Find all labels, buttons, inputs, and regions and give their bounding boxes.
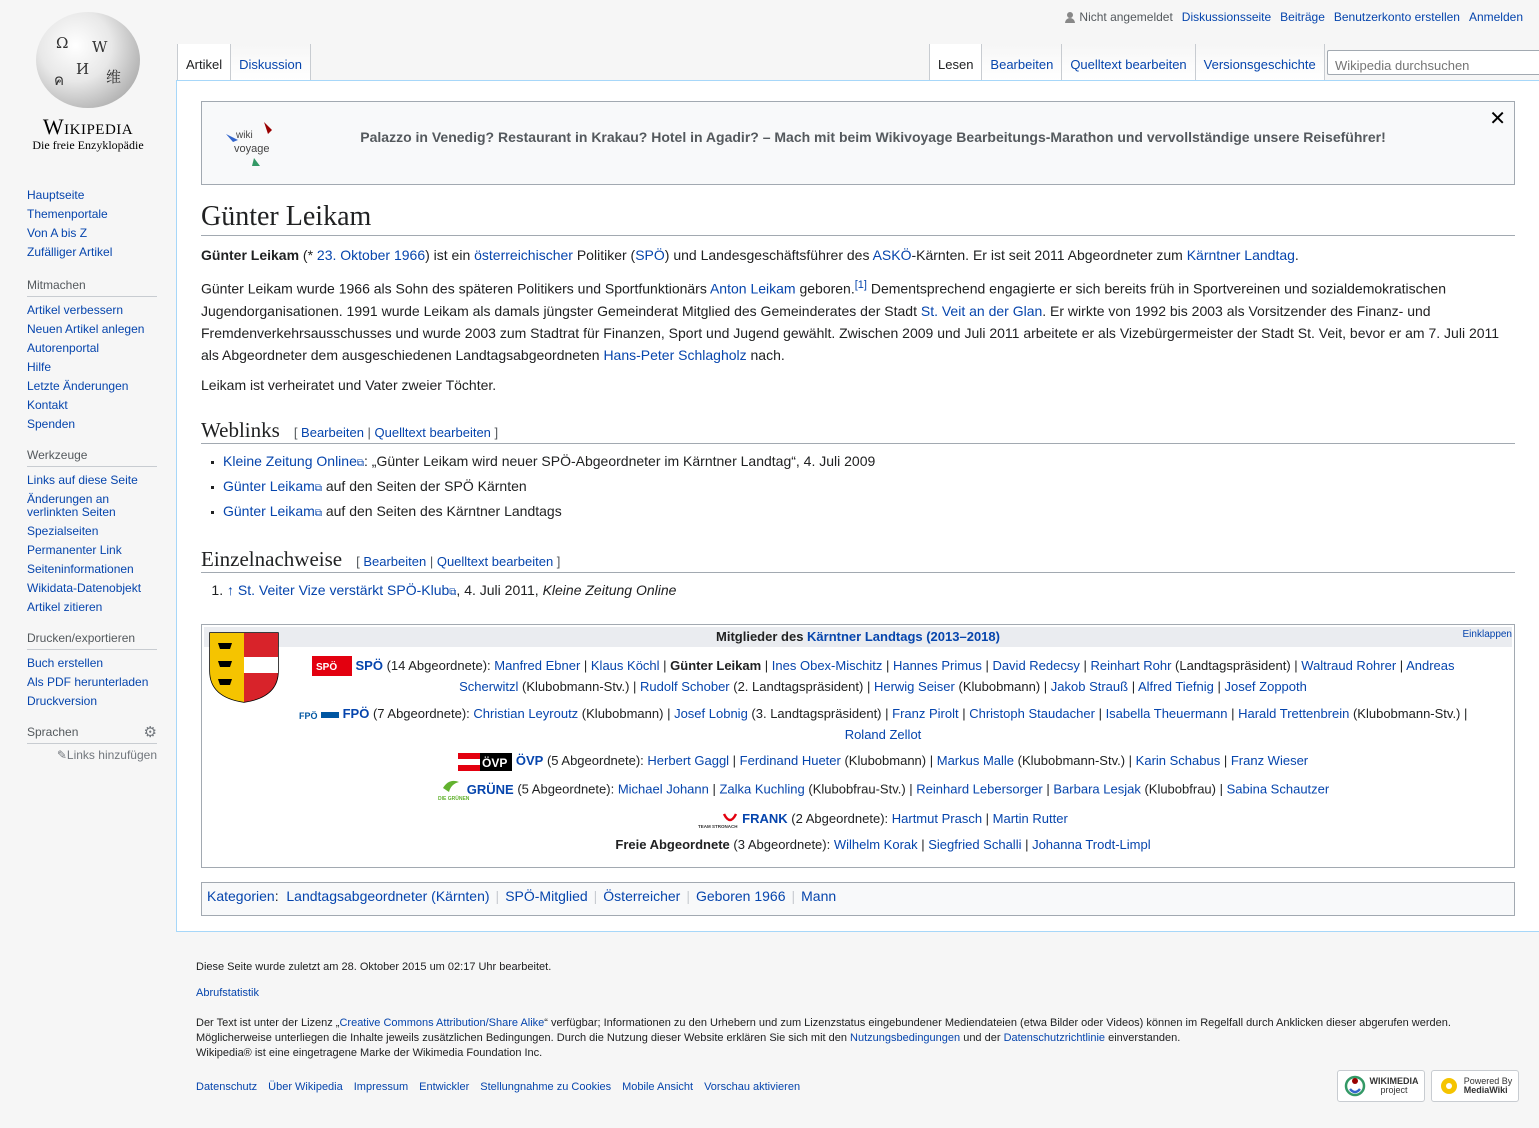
independent-label: Freie Abgeordnete (615, 836, 730, 852)
external-link-label: Günter Leikam (223, 477, 315, 494)
sidebar-heading-drucken: Drucken/exportieren (27, 631, 157, 650)
edit-separator: | (363, 424, 375, 440)
license-text (196, 1016, 1516, 1031)
external-link-icon: ⧉ (314, 482, 322, 494)
reference-item (227, 579, 1515, 604)
terms-link[interactable]: Nutzungsbedingungen (850, 1032, 961, 1044)
add-links-button[interactable] (27, 748, 157, 762)
member-role: (Klubobmann) (954, 679, 1041, 695)
member-role: (Klubobmann) (840, 753, 927, 769)
category-separator: | (686, 887, 690, 904)
user-icon (1065, 12, 1075, 23)
references-list (227, 579, 1515, 604)
sidebar-languages (27, 725, 157, 762)
p1-text-4: ) und Landesgeschäftsführer des (664, 247, 873, 263)
wikimedia-badge-subtext: project (1380, 1085, 1408, 1095)
list-item (201, 450, 1515, 475)
trademark-text: Wikipedia® ist eine eingetragene Marke der Wikimedia Foundation Inc. (196, 1047, 543, 1059)
ovp-logo-icon (458, 753, 512, 771)
sidebar-item-contact[interactable]: Kontakt (27, 398, 68, 412)
member-link[interactable]: Christian Leyroutz (473, 706, 579, 722)
sidebar-item-permalink[interactable]: Permanenter Link (27, 543, 122, 557)
category-separator: | (791, 887, 796, 904)
sidebar-item-help[interactable]: Hilfe (27, 360, 52, 374)
grune-count: (5 Abgeordnete): (513, 781, 618, 797)
sidebar-item-page-info[interactable]: Seiteninformationen (27, 562, 134, 576)
references-heading (201, 547, 1515, 573)
sidebar-item-recent-changes[interactable]: Letzte Änderungen (27, 379, 129, 393)
sidebar-werkzeuge (27, 471, 157, 617)
license-text-1: Der Text ist unter der Lizenz „ (196, 1017, 340, 1029)
edit-separator: | (426, 553, 437, 569)
team-stronach-logo-text: TEAM STRONACH (698, 823, 738, 829)
weblink-text: auf den Seiten des Kärntner Landtags (321, 502, 562, 519)
paragraph-2 (201, 274, 1515, 366)
member-link[interactable]: Wilhelm Korak (833, 836, 918, 852)
member-link[interactable]: Siegfried Schalli (928, 836, 1022, 852)
mediawiki-badge-text: Powered By (1463, 1076, 1513, 1086)
wikivoyage-logo-text-2: voyage (234, 143, 270, 155)
navbox-title-prefix: Mitglieder des (716, 628, 808, 644)
p1-text-2: ) ist ein (425, 247, 475, 263)
edit-section-button[interactable]: Bearbeiten (363, 553, 427, 569)
footer-link-developers[interactable]: Entwickler (419, 1081, 470, 1093)
login-link[interactable]: Anmelden (1468, 10, 1523, 24)
sidebar-item-related-changes[interactable]: Änderungen an verlinkten Seiten (27, 492, 116, 519)
tab-versionsgeschichte[interactable] (1196, 44, 1325, 80)
tab-diskussion[interactable] (231, 44, 311, 80)
sidebar-heading-mitmachen: Mitmachen (27, 278, 157, 297)
footer-link-about[interactable]: Über Wikipedia (268, 1081, 343, 1093)
member-link[interactable]: Zalka Kuchling (719, 781, 805, 797)
edit-source-section-button[interactable]: Quelltext bearbeiten (436, 553, 554, 569)
sidebar-mitmachen (27, 301, 157, 434)
categories-label-link[interactable]: Kategorien (207, 887, 275, 904)
p2-text-5: nach. (746, 346, 785, 363)
member-link[interactable]: David Redecsy (992, 657, 1080, 673)
list-item (201, 475, 1515, 500)
talk-link[interactable]: Diskussionsseite (1181, 10, 1272, 24)
member-link[interactable]: Hartmut Prasch (891, 811, 983, 827)
footer (196, 960, 1516, 1093)
anton-leikam-link[interactable]: Anton Leikam (709, 280, 796, 297)
wikimedia-project-badge[interactable] (1337, 1070, 1425, 1102)
external-link-icon: ⧉ (314, 507, 322, 519)
member-role: (Landtagspräsident) (1171, 657, 1291, 673)
member-link[interactable]: Waltraud Rohrer (1301, 657, 1397, 673)
reference-link[interactable] (238, 582, 457, 598)
add-links-label: Links hinzufügen (66, 748, 157, 762)
pencil-icon: ✎ (56, 748, 67, 762)
ovp-count: (5 Abgeordnete): (543, 753, 648, 769)
fpo-count: (7 Abgeordnete): (369, 706, 474, 722)
fpo-logo-text: FPÖ (298, 710, 318, 721)
member-link[interactable]: Reinhart Rohr (1090, 657, 1172, 673)
sidebar-heading-werkzeuge: Werkzeuge (27, 448, 157, 467)
paragraph-3: Leikam ist verheiratet und Vater zweier Töchter. (201, 376, 497, 393)
category-link[interactable]: SPÖ-Mitglied (505, 887, 588, 904)
grune-logo-text: DIE GRÜNEN (437, 796, 470, 803)
party-link-frank[interactable]: FRANK (742, 811, 788, 827)
license-text-2: “ verfügbar; Informationen zu den Urhebern und zum Lizenzstatus eingebundener Mediendateien (etwa Bilder oder Videos) können im Regelfall durch Anklicken dieser abgerufen werden. (544, 1017, 1451, 1029)
p1-text-5: -Kärnten. Er ist seit 2011 Abgeordneter zum (911, 247, 1187, 263)
sidebar-drucken (27, 654, 157, 711)
member-role: (Klubobfrau) (1140, 781, 1216, 797)
wikipedia-logo[interactable] (18, 12, 158, 153)
spo-logo-text: SPÖ (315, 662, 337, 674)
tab-bearbeiten[interactable] (982, 44, 1062, 80)
reference-text: , 4. Juli 2011, (456, 581, 543, 598)
category-link[interactable]: Geboren 1966 (695, 887, 786, 904)
not-logged-in (1065, 10, 1172, 24)
edit-bracket-close: ] (490, 424, 499, 440)
p2-text-1: Günter Leikam wurde 1966 als Sohn des späteren Politikers und Sportfunktionärs (201, 280, 710, 297)
gear-icon[interactable]: ⚙ (143, 724, 157, 741)
footer-link-cookies[interactable]: Stellungnahme zu Cookies (480, 1081, 612, 1093)
ovp-logo-text: ÖVP (481, 755, 508, 770)
wikimedia-icon (1344, 1075, 1366, 1097)
navbox-row-ovp: ÖVP ÖVP (5 Abgeordnete): Herbert Gaggl | Ferdinand Hueter (Klubobmann) | Markus Malle (Klubobmann-Stv.) | Karin Schabus | Franz Wieser (294, 750, 1472, 771)
edit-source-section-button[interactable]: Quelltext bearbeiten (374, 424, 491, 440)
member-link[interactable]: Ines Obex-Mischitz (771, 657, 883, 673)
member-link[interactable]: Isabella Theuermann (1105, 706, 1228, 722)
member-role: (3. Landtagspräsident) (747, 706, 882, 722)
subject-name: Günter Leikam (201, 247, 300, 263)
footer-places (196, 1081, 1516, 1093)
member-link[interactable]: Franz Pirolt (892, 706, 959, 722)
schlagholz-link[interactable]: Hans-Peter Schlagholz (603, 346, 747, 363)
navbox-row-grune: DIE GRÜNEN GRÜNE (5 Abgeordnete): Michael Johann | Zalka Kuchling (Klubobfrau-Stv.) | Reinhard Lebersorger | Barbara Lesjak (Klubobfrau) | Sabina Schautzer (294, 778, 1472, 802)
search-input[interactable] (1327, 50, 1539, 75)
namespace-tabs (177, 44, 311, 80)
spo-count: (14 Abgeordnete): (382, 657, 495, 673)
wikivoyage-logo-icon[interactable] (224, 120, 280, 168)
globe-icon: Ω W И 维 ค (36, 12, 140, 108)
member-link[interactable]: Franz Wieser (1230, 753, 1309, 769)
tagline: Die freie Enzyklopädie (32, 138, 144, 152)
weblinks-title: Weblinks (201, 417, 280, 442)
party-link-fpo[interactable]: FPÖ (342, 706, 370, 722)
sidebar-item-new-article[interactable]: Neuen Artikel anlegen (27, 322, 145, 336)
close-icon[interactable]: ✕ (1489, 108, 1506, 130)
p2-text-3: Dementsprechend engagierte er sich bereits früh in Sportvereinen und sozialdemokratischen Jugendorganisationen. 1991 wurde Leikam als damals jüngster Gemeinderat Mitglied des Gemeinderates der Stadt (201, 280, 1446, 319)
member-link[interactable]: Barbara Lesjak (1053, 781, 1141, 797)
weblinks-list (201, 450, 1515, 525)
powered-by-mediawiki-badge[interactable] (1431, 1070, 1519, 1102)
member-link[interactable]: Reinhard Lebersorger (916, 781, 1043, 797)
collapse-button[interactable]: Einklappen (1462, 628, 1512, 640)
tab-versionsgeschichte-label: Versionsgeschichte (1203, 57, 1316, 72)
navbox-title (204, 627, 1512, 647)
tab-artikel[interactable] (177, 44, 231, 80)
sidebar-item-book[interactable]: Buch erstellen (27, 656, 104, 670)
list-item (201, 500, 1515, 525)
license-text-4: und der (960, 1032, 1004, 1044)
p1-text-1: (* (299, 247, 317, 263)
navbox-row-spo: SPÖ SPÖ (14 Abgeordnete): Manfred Ebner | Klaus Köchl | Günter Leikam | Ines Obex-Mischitz | Hannes Primus | David Redecsy | Reinhart Rohr (Landtagspräsident) | Waltraud Rohrer | Andreas Scherwitzl (Klubobmann-Stv.) | Rudolf Schober (2. Landtagspräsident) | Herwig Seiser (Klubobmann) | Jakob Strauß | Alfred Tiefnig | Josef Zoppoth (294, 655, 1472, 698)
sidebar-item-random[interactable]: Zufälliger Artikel (27, 245, 113, 259)
member-link[interactable]: Martin Rutter (992, 811, 1068, 827)
sidebar-item-what-links-here[interactable]: Links auf diese Seite (27, 473, 138, 487)
sidebar-item-pdf[interactable]: Als PDF herunterladen (27, 675, 149, 689)
fpo-logo-icon (299, 709, 339, 721)
member-link[interactable]: Roland Zellot (844, 727, 922, 743)
member-role: (Klubobmann-Stv.) (1014, 753, 1126, 769)
party-link-spo[interactable]: SPÖ (355, 657, 383, 673)
edit-bracket-open: [ (293, 424, 302, 440)
p1-text-3: Politiker ( (572, 247, 636, 263)
sidebar-item-special-pages[interactable]: Spezialseiten (27, 524, 99, 538)
navbox-row-fpo: FPÖ FPÖ (7 Abgeordnete): Christian Leyroutz (Klubobmann) | Josef Lobnig (3. Landtagspräsident) | Franz Pirolt | Christoph Staudacher | Isabella Theuermann | Harald Trettenbrein (Klubobmann-Stv.) | Roland Zellot (294, 703, 1472, 745)
category-link[interactable]: Österreicher (603, 887, 681, 904)
external-link[interactable] (223, 453, 364, 469)
spo-logo-icon (312, 656, 352, 676)
birthdate-link[interactable]: 23. Oktober 1966 (316, 247, 426, 263)
member-role: (2. Landtagspräsident) (729, 679, 864, 695)
not-logged-in-label: Nicht angemeldet (1079, 10, 1173, 24)
frank-count: (2 Abgeordnete): (787, 811, 892, 827)
category-links: Kategorien: Landtagsabgeordneter (Kärnten) | SPÖ-Mitglied | Österreicher | Geboren 1966 | Mann (201, 882, 1515, 916)
member-link[interactable]: Jakob Strauß (1050, 679, 1129, 695)
personal-tools (1065, 10, 1523, 24)
external-link[interactable] (223, 478, 322, 494)
external-link-icon: ⧉ (356, 457, 365, 469)
sidebar-heading-sprachen: Sprachen (27, 725, 157, 744)
member-link[interactable]: Ferdinand Hueter (739, 753, 841, 769)
license-text-line2 (196, 1031, 1516, 1046)
reference-link-label: St. Veiter Vize verstärkt SPÖ-Klub (237, 581, 450, 598)
sidebar-item-themenportale[interactable]: Themenportale (27, 207, 108, 221)
member-link[interactable]: Johanna Trodt-Limpl (1032, 836, 1151, 852)
external-link[interactable] (223, 503, 322, 519)
last-modified: Diese Seite wurde zuletzt am 28. Oktober 2015 um 02:17 Uhr bearbeitet. (196, 961, 552, 973)
footer-link-preview[interactable]: Vorschau aktivieren (704, 1081, 801, 1093)
independent-count: (3 Abgeordnete): (729, 836, 834, 852)
sidebar-item-print[interactable]: Druckversion (27, 694, 98, 708)
asko-link[interactable]: ASKÖ (872, 247, 912, 263)
sidebar-item-hauptseite[interactable]: Hauptseite (27, 188, 85, 202)
edit-section-button[interactable]: Bearbeiten (301, 424, 364, 440)
member-link[interactable]: Andreas Scherwitzl (459, 657, 1455, 695)
austria-link[interactable]: österreichischer (474, 247, 573, 263)
navbox-title-link[interactable]: Kärntner Landtags (2013–2018) (807, 628, 1000, 644)
tab-lesen-label: Lesen (938, 57, 974, 72)
member-link[interactable]: Michael Johann (617, 781, 709, 797)
party-link-ovp[interactable]: ÖVP (515, 753, 544, 769)
references-title: Einzelnachweise (201, 546, 343, 571)
edit-bracket-close: ] (553, 553, 561, 569)
sidebar (27, 186, 157, 762)
page-title: Günter Leikam (201, 201, 1515, 236)
sidebar-item-cite[interactable]: Artikel zitieren (27, 600, 103, 614)
reference-source: Kleine Zeitung Online (542, 581, 677, 598)
weblinks-heading (201, 418, 1515, 444)
external-link-icon: ⧉ (449, 586, 457, 598)
create-account-link[interactable]: Benutzerkonto erstellen (1333, 10, 1460, 24)
navbox-row-frank: TEAM STRONACH FRANK (2 Abgeordnete): Hartmut Prasch | Martin Rutter (294, 808, 1472, 830)
page-stats-link[interactable]: Abrufstatistik (196, 987, 259, 999)
sidebar-main (27, 186, 157, 262)
member-link[interactable]: Manfred Ebner (494, 657, 581, 673)
section-edit (294, 425, 498, 440)
mediawiki-badge-subtext: MediaWiki (1463, 1085, 1508, 1095)
navbox (201, 624, 1515, 868)
license-text-5: einverstanden. (1105, 1032, 1181, 1044)
tab-quelltext[interactable] (1062, 44, 1195, 80)
wikivoyage-banner (201, 101, 1515, 185)
member-link[interactable]: Rudolf Schober (640, 679, 730, 695)
st-veit-link[interactable]: St. Veit an der Glan (920, 302, 1043, 319)
back-arrow-icon[interactable]: ↑ (227, 581, 234, 598)
content (176, 80, 1539, 932)
tab-quelltext-label: Quelltext bearbeiten (1070, 57, 1187, 72)
section-edit (356, 554, 560, 569)
member-role: (Klubobmann-Stv.) (1349, 706, 1461, 722)
member-link[interactable]: Hannes Primus (892, 657, 982, 673)
sidebar-item-author-portal[interactable]: Autorenportal (27, 341, 100, 355)
sidebar-item-wikidata[interactable]: Wikidata-Datenobjekt (27, 581, 142, 595)
member-link[interactable]: Josef Zoppoth (1224, 679, 1307, 695)
landtag-link[interactable]: Kärntner Landtag (1186, 247, 1295, 263)
member-link[interactable]: Alfred Tiefnig (1137, 679, 1214, 695)
footer-link-privacy[interactable]: Datenschutz (196, 1081, 258, 1093)
tab-lesen[interactable] (929, 44, 982, 80)
external-link-label: Kleine Zeitung Online (223, 452, 357, 469)
member-link[interactable]: Josef Lobnig (674, 706, 748, 722)
member-link[interactable]: Christoph Staudacher (969, 706, 1095, 722)
member-link[interactable]: Markus Malle (936, 753, 1015, 769)
member-link[interactable]: Klaus Köchl (590, 657, 660, 673)
tab-artikel-label: Artikel (186, 57, 223, 72)
team-stronach-logo-icon (698, 810, 738, 830)
mediawiki-icon (1438, 1075, 1460, 1097)
grune-logo-icon (437, 778, 470, 803)
edit-bracket-open: [ (356, 553, 364, 569)
weblink-text: auf den Seiten der SPÖ Kärnten (321, 477, 527, 494)
member-link[interactable]: Karin Schabus (1135, 753, 1221, 769)
sidebar-item-donate[interactable]: Spenden (27, 417, 76, 431)
sidebar-item-improve[interactable]: Artikel verbessern (27, 303, 124, 317)
party-link-grune[interactable]: GRÜNE (466, 781, 514, 797)
spo-link[interactable]: SPÖ (635, 247, 665, 263)
contributions-link[interactable]: Beiträge (1280, 10, 1325, 24)
reference-1-link[interactable]: [1] (854, 279, 867, 291)
member-link[interactable]: Sabina Schautzer (1226, 781, 1330, 797)
navbox-row-independent: Freie Abgeordnete (3 Abgeordnete): Wilhelm Korak | Siegfried Schalli | Johanna Trodt-Limpl (615, 836, 1151, 852)
license-text-3: Möglicherweise unterliegen die Inhalte jeweils zusätzlichen Bedingungen. Durch die Nutzung dieser Website erklären Sie sich mit den (196, 1032, 851, 1044)
category-link[interactable]: Landtagsabgeordneter (Kärnten) (286, 887, 490, 904)
footer-link-mobile[interactable]: Mobile Ansicht (622, 1081, 694, 1093)
privacy-policy-link[interactable]: Datenschutzrichtlinie (1003, 1032, 1106, 1044)
banner-text[interactable]: Palazzo in Venedig? Restaurant in Krakau? Hotel in Agadir? – Mach mit beim Wikivoyage Bearbeitungs-Marathon und vervollständige unsere Reiseführer! (360, 129, 1386, 145)
category-link[interactable]: Mann (801, 887, 837, 904)
license-link[interactable]: Creative Commons Attribution/Share Alike (339, 1017, 545, 1029)
view-tabs (929, 44, 1325, 80)
footer-link-imprint[interactable]: Impressum (353, 1081, 409, 1093)
member-role: (Klubobmann) (578, 706, 664, 722)
wikivoyage-logo-text-1: wiki (236, 130, 253, 141)
tab-diskussion-label: Diskussion (239, 57, 302, 72)
tab-bearbeiten-label: Bearbeiten (990, 57, 1054, 72)
category-separator: | (495, 887, 500, 904)
p2-text-4: . Er wirkte von 1992 bis 2003 als Vorsitzender des Finanz- und Fremdenverkehrsausschusses und wurde 2003 zum Stadtrat für Finanzen, Sport und Jugend gewählt. Zwischen 2009 und Juli 2011 arbeitete er als Vizebürgermeister der Stadt St. Veit, bevor er am 7. Juli 2011 als Abgeordneter dem ausgeschiedenen Landtagsabgeordneten (201, 302, 1500, 363)
category-separator: | (593, 887, 598, 904)
member-link[interactable]: Herbert Gaggl (647, 753, 730, 769)
carinthia-coat-of-arms-icon (208, 631, 280, 703)
wikimedia-badge-text: WIKIMEDIA (1369, 1076, 1419, 1086)
member-role: (Klubobfrau-Stv.) (804, 781, 906, 797)
p2-text-2: geboren. (795, 280, 855, 297)
current-member: Günter Leikam (670, 657, 762, 673)
external-link-label: Günter Leikam (223, 502, 315, 519)
weblink-text: : „Günter Leikam wird neuer SPÖ-Abgeordneter im Kärntner Landtag“, 4. Juli 2009 (364, 452, 876, 469)
wordmark: Wikipedia (42, 114, 134, 139)
p1-text-6: . (1294, 247, 1299, 263)
member-link[interactable]: Harald Trettenbrein (1238, 706, 1350, 722)
member-link[interactable]: Herwig Seiser (873, 679, 955, 695)
paragraph-1 (201, 244, 1515, 266)
sidebar-item-a-bis-z[interactable]: Von A bis Z (27, 226, 88, 240)
member-role: (Klubobmann-Stv.) (518, 679, 630, 695)
